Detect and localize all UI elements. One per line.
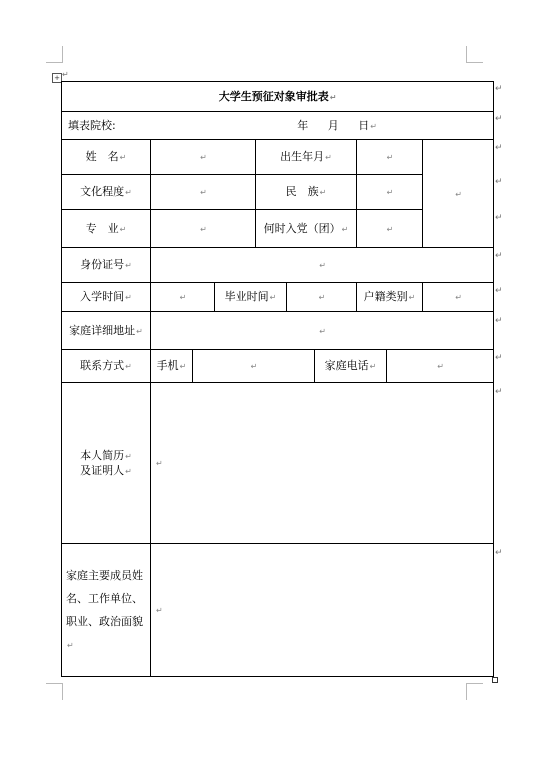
row-end-mark: ↵	[495, 353, 503, 363]
fill-date: 年 月 日↵	[297, 118, 377, 132]
table-move-handle-icon[interactable]: +	[52, 73, 62, 83]
home-phone-field[interactable]: ↵	[387, 350, 494, 383]
major-label: 专 业↵	[62, 210, 151, 248]
education-label: 文化程度↵	[62, 175, 151, 210]
hukou-field[interactable]: ↵	[423, 283, 494, 312]
row-end-mark: ↵	[495, 84, 503, 94]
id-label: 身份证号↵	[62, 248, 151, 283]
row-end-mark: ↵	[495, 387, 503, 397]
mobile-label: 手机↵	[151, 350, 193, 383]
id-field[interactable]: ↵	[151, 248, 494, 283]
contact-label: 联系方式↵	[62, 350, 151, 383]
enroll-field[interactable]: ↵	[151, 283, 215, 312]
enroll-label: 入学时间↵	[62, 283, 151, 312]
row-end-mark: ↵	[495, 251, 503, 261]
name-label: 姓 名↵	[62, 140, 151, 175]
form-title: 大学生预征对象审批表↵	[62, 82, 494, 112]
family-field[interactable]: ↵	[151, 544, 494, 677]
school-row	[62, 112, 494, 140]
school-label: 填表院校:	[68, 118, 116, 132]
resume-label: 本人简历↵ 及证明人↵	[62, 383, 151, 544]
resume-field[interactable]: ↵	[151, 383, 494, 544]
table-resize-handle-icon[interactable]	[492, 677, 498, 683]
ethnicity-field[interactable]: ↵	[357, 175, 423, 210]
address-field[interactable]: ↵	[151, 312, 494, 350]
major-field[interactable]: ↵	[151, 210, 256, 248]
row-end-mark: ↵	[495, 114, 503, 124]
birth-field[interactable]: ↵	[357, 140, 423, 175]
crop-mark-top-right	[466, 46, 483, 63]
row-end-mark: ↵	[495, 143, 503, 153]
address-label: 家庭详细地址↵	[62, 312, 151, 350]
row-end-mark: ↵	[495, 177, 503, 187]
hukou-label: 户籍类别↵	[357, 283, 423, 312]
mobile-field[interactable]: ↵	[193, 350, 315, 383]
party-field[interactable]: ↵	[357, 210, 423, 248]
row-end-mark: ↵	[495, 548, 503, 558]
photo-field[interactable]: ↵	[423, 140, 494, 248]
crop-mark-top-left	[46, 46, 63, 63]
party-label: 何时入党（团）↵	[256, 210, 357, 248]
approval-form-table	[61, 81, 494, 677]
family-label: 家庭主要成员姓 名、工作单位、 职业、政治面貌↵	[62, 544, 151, 677]
crop-mark-bottom-right	[466, 683, 483, 700]
education-field[interactable]: ↵	[151, 175, 256, 210]
graduate-label: 毕业时间↵	[215, 283, 287, 312]
row-end-mark: ↵	[495, 213, 503, 223]
paragraph-mark: ↵	[62, 70, 69, 79]
ethnicity-label: 民 族↵	[256, 175, 357, 210]
crop-mark-bottom-left	[46, 683, 63, 700]
name-field[interactable]: ↵	[151, 140, 256, 175]
row-end-mark: ↵	[495, 286, 503, 296]
home-phone-label: 家庭电话↵	[315, 350, 387, 383]
birth-label: 出生年月↵	[256, 140, 357, 175]
graduate-field[interactable]: ↵	[287, 283, 357, 312]
row-end-mark: ↵	[495, 316, 503, 326]
